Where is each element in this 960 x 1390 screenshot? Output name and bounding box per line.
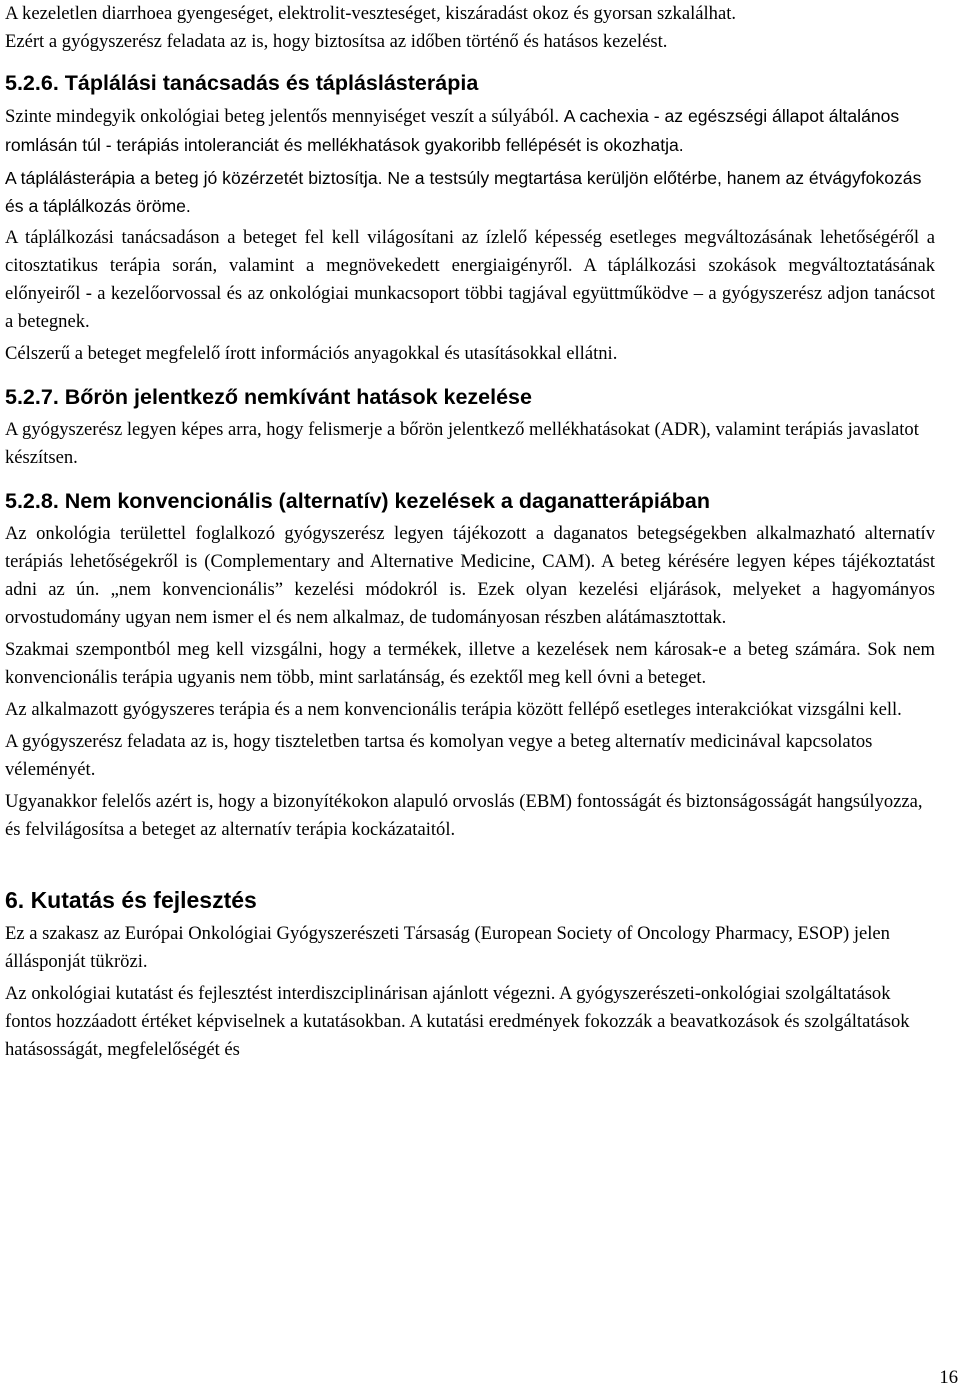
heading-5-2-7: 5.2.7. Bőrön jelentkező nemkívánt hatások kezelése bbox=[5, 385, 532, 409]
heading-5-2-8: 5.2.8. Nem konvencionális (alternatív) kezelések a daganatterápiában bbox=[5, 489, 711, 513]
s526-paragraph-4: Célszerű a beteget megfelelő írott információs anyagokkal és utasításokkal ellátni. bbox=[5, 343, 618, 364]
s526-paragraph-2-a: A táplálásterápia a beteg jó közérzetét biztosítja. bbox=[5, 168, 383, 188]
s528-paragraph-3: Az alkalmazott gyógyszeres terápia és a nem konvencionális terápia között fellépő esetleges interakciókat vizsgálni kell. bbox=[5, 699, 902, 720]
intro-paragraph-2: Ezért a gyógyszerész feladata az is, hogy biztosítsa az időben történő és hatásos kezelést. bbox=[5, 31, 668, 52]
s528-paragraph-2: Szakmai szempontból meg kell vizsgálni, hogy a termékek, illetve a kezelések nem károsak-e a beteg számára. Sok nem konvencionális terápia ugyanis nem több, mint sarlatánság, és ezektől meg kell óvni a beteget. bbox=[5, 639, 935, 688]
s528-paragraph-5: Ugyanakkor felelős azért is, hogy a bizonyítékokon alapuló orvoslás (EBM) fontosságát és biztonságosságát hangsúlyozza, és felvilágosítsa a beteget az alternatív terápia kockázataitól. bbox=[5, 791, 923, 840]
s526-paragraph-2-b: Ne a testsúly megtartása kerüljön előtérbe, hanem az étvágyfokozás és a táplálkozás öröme. bbox=[5, 168, 922, 216]
s526-paragraph-3-b: A táplálkozási szokások megváltoztatásának előnyeiről - a kezelőorvossal és az onkológiai munkacsoport többi tagjával együttműködve – a gyógyszerész adjon tanácsot a betegnek. bbox=[5, 255, 935, 332]
s526-paragraph-3-a: A táplálkozási tanácsadáson a beteget fel kell világosítani az ízlelő képesség esetleges megváltozásának lehetőségéről a citosztatikus terápia során, valamint a megnövekedett energiaigényről. bbox=[5, 227, 935, 276]
s528-paragraph-4: A gyógyszerész feladata az is, hogy tiszteletben tartsa és komolyan vegye a beteg alternatív medicinával kapcsolatos véleményét. bbox=[5, 731, 873, 780]
intro-paragraph-1: A kezeletlen diarrhoea gyengeséget, elektrolit-veszteséget, kiszáradást okoz és gyorsan szkalálhat. bbox=[5, 3, 737, 24]
s526-paragraph-1-a: Szinte mindegyik onkológiai beteg jelentős mennyiséget veszít a súlyából. bbox=[5, 106, 560, 127]
heading-6: 6. Kutatás és fejlesztés bbox=[5, 887, 257, 913]
s526-paragraph-1 bbox=[5, 102, 935, 160]
s6-paragraph-1: Ez a szakasz az Európai Onkológiai Gyógyszerészeti Társaság (European Society of Oncology Pharmacy, ESOP) jelen állásponját tükrözi. bbox=[5, 923, 890, 972]
s526-paragraph-1-b: A cachexia - az egészségi állapot általános romlásán túl - terápiás intoleranciát és mellékhatások gyakoribb fellépését is okozhatja. bbox=[5, 106, 900, 155]
s6-paragraph-2: Az onkológiai kutatást és fejlesztést interdiszciplinárisan ajánlott végezni. A gyógyszerészeti-onkológiai szolgáltatások fontos hozzáadott értéket képviselnek a kutatásokban. A kutatási eredmények fokozzák a beavatkozások és szolgáltatások hatásosságát, megfelelőségét és bbox=[5, 983, 910, 1060]
heading-5-2-6: 5.2.6. Táplálási tanácsadás és tápláslásterápia bbox=[5, 71, 479, 95]
document-page bbox=[5, 0, 935, 1064]
page-number: 16 bbox=[939, 1367, 958, 1388]
s526-paragraph-2 bbox=[5, 164, 935, 220]
s528-paragraph-1: Az onkológia területtel foglalkozó gyógyszerész legyen tájékozott a daganatos betegségekben alkalmazható alternatív terápiás lehetőségekről is (Complementary and Alternative Medicine, CAM). A beteg kérésére legyen képes tájékoztatást adni az ún. „nem konvencionális” kezelési módokról is. Ezek olyan kezelési eljárások, melyeket a hagyományos orvostudomány ugyan nem ismer el és nem alkalmaz, de tudományosan részben alátámasztottak. bbox=[5, 523, 935, 628]
s526-paragraph-3 bbox=[5, 224, 935, 336]
s527-paragraph-1: A gyógyszerész legyen képes arra, hogy felismerje a bőrön jelentkező mellékhatásokat (ADR), valamint terápiás javaslatot készítsen. bbox=[5, 419, 919, 468]
